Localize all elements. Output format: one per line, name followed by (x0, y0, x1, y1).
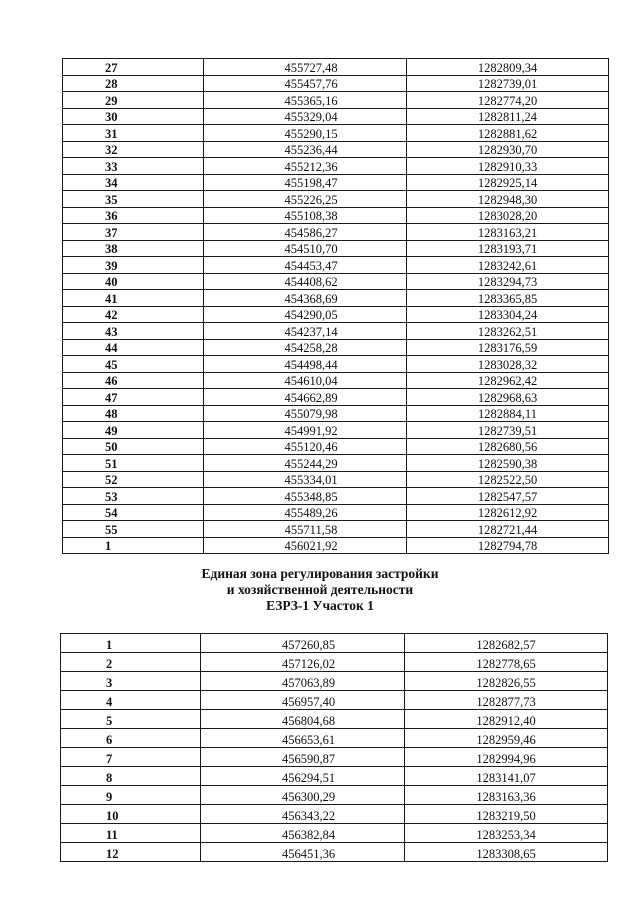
x-coordinate-cell: 454408,62 (204, 273, 407, 290)
x-coordinate-cell: 454662,89 (204, 389, 407, 406)
x-coordinate-cell: 456804,68 (201, 710, 405, 729)
table-row (61, 767, 608, 786)
table-row (63, 537, 609, 554)
point-number-cell: 41 (63, 290, 204, 307)
table-row (61, 824, 608, 843)
x-coordinate-cell: 456294,51 (201, 767, 405, 786)
x-coordinate-cell: 456382,84 (201, 824, 405, 843)
point-number-cell: 49 (63, 422, 204, 439)
y-coordinate-cell: 1282925,14 (407, 174, 609, 191)
point-number-cell: 40 (63, 273, 204, 290)
table-row (63, 504, 609, 521)
y-coordinate-cell: 1282680,56 (407, 438, 609, 455)
y-coordinate-cell: 1282962,42 (407, 372, 609, 389)
point-number-cell: 43 (63, 323, 204, 340)
x-coordinate-cell: 455079,98 (204, 405, 407, 422)
point-number-cell: 39 (63, 257, 204, 274)
table-row (61, 805, 608, 824)
x-coordinate-cell: 454290,05 (204, 306, 407, 323)
table-row (61, 748, 608, 767)
y-coordinate-cell: 1283365,85 (407, 290, 609, 307)
point-number-cell: 35 (63, 191, 204, 208)
point-number-cell: 45 (63, 356, 204, 373)
table-row (63, 207, 609, 224)
point-number-cell: 51 (63, 455, 204, 472)
y-coordinate-cell: 1282994,96 (405, 748, 608, 767)
point-number-cell: 48 (63, 405, 204, 422)
y-coordinate-cell: 1282739,01 (407, 75, 609, 92)
point-number-cell: 4 (61, 691, 201, 710)
table-row (63, 257, 609, 274)
y-coordinate-cell: 1282547,57 (407, 488, 609, 505)
table-row (63, 521, 609, 538)
y-coordinate-cell: 1283193,71 (407, 240, 609, 257)
y-coordinate-cell: 1282774,20 (407, 92, 609, 109)
y-coordinate-cell: 1282826,55 (405, 672, 608, 691)
point-number-cell: 29 (63, 92, 204, 109)
x-coordinate-cell: 454368,69 (204, 290, 407, 307)
table-row (63, 488, 609, 505)
x-coordinate-cell: 455236,44 (204, 141, 407, 158)
point-number-cell: 37 (63, 224, 204, 241)
ezrz-1-coordinates-table-body (61, 634, 608, 862)
y-coordinate-cell: 1282930,70 (407, 141, 609, 158)
table-row (63, 389, 609, 406)
x-coordinate-cell: 456451,36 (201, 843, 405, 862)
y-coordinate-cell: 1283294,73 (407, 273, 609, 290)
x-coordinate-cell: 455198,47 (204, 174, 407, 191)
table-row (63, 141, 609, 158)
point-number-cell: 33 (63, 158, 204, 175)
x-coordinate-cell: 455348,85 (204, 488, 407, 505)
x-coordinate-cell: 454498,44 (204, 356, 407, 373)
y-coordinate-cell: 1282522,50 (407, 471, 609, 488)
point-number-cell: 50 (63, 438, 204, 455)
table-row (63, 224, 609, 241)
y-coordinate-cell: 1283163,36 (405, 786, 608, 805)
point-number-cell: 55 (63, 521, 204, 538)
table-row (63, 405, 609, 422)
point-number-cell: 53 (63, 488, 204, 505)
x-coordinate-cell: 455212,36 (204, 158, 407, 175)
y-coordinate-cell: 1282968,63 (407, 389, 609, 406)
table-row (63, 455, 609, 472)
y-coordinate-cell: 1282910,33 (407, 158, 609, 175)
y-coordinate-cell: 1283028,20 (407, 207, 609, 224)
x-coordinate-cell: 457260,85 (201, 634, 405, 653)
point-number-cell: 47 (63, 389, 204, 406)
y-coordinate-cell: 1282794,78 (407, 537, 609, 554)
point-number-cell: 38 (63, 240, 204, 257)
x-coordinate-cell: 456021,92 (204, 537, 407, 554)
y-coordinate-cell: 1282811,24 (407, 108, 609, 125)
table-row (63, 339, 609, 356)
table-row (61, 843, 608, 862)
point-number-cell: 1 (63, 537, 204, 554)
section-heading-line-3: ЕЗРЗ-1 Участок 1 (266, 598, 374, 613)
x-coordinate-cell: 455329,04 (204, 108, 407, 125)
x-coordinate-cell: 456957,40 (201, 691, 405, 710)
x-coordinate-cell: 454991,92 (204, 422, 407, 439)
y-coordinate-cell: 1283141,07 (405, 767, 608, 786)
table-row (63, 108, 609, 125)
table-row (63, 323, 609, 340)
x-coordinate-cell: 456300,29 (201, 786, 405, 805)
table-row (61, 653, 608, 672)
coordinates-table-body (63, 59, 609, 554)
y-coordinate-cell: 1282721,44 (407, 521, 609, 538)
y-coordinate-cell: 1282912,40 (405, 710, 608, 729)
x-coordinate-cell: 456343,22 (201, 805, 405, 824)
table-row (63, 125, 609, 142)
point-number-cell: 7 (61, 748, 201, 767)
point-number-cell: 5 (61, 710, 201, 729)
y-coordinate-cell: 1283176,59 (407, 339, 609, 356)
x-coordinate-cell: 456653,61 (201, 729, 405, 748)
table-row (63, 422, 609, 439)
table-row (63, 471, 609, 488)
table-row (61, 710, 608, 729)
table-row (63, 158, 609, 175)
table-row (61, 634, 608, 653)
y-coordinate-cell: 1282682,57 (405, 634, 608, 653)
point-number-cell: 42 (63, 306, 204, 323)
table-row (61, 729, 608, 748)
table-row (63, 240, 609, 257)
x-coordinate-cell: 455727,48 (204, 59, 407, 76)
y-coordinate-cell: 1282877,73 (405, 691, 608, 710)
x-coordinate-cell: 454610,04 (204, 372, 407, 389)
x-coordinate-cell: 455365,16 (204, 92, 407, 109)
y-coordinate-cell: 1283163,21 (407, 224, 609, 241)
x-coordinate-cell: 455226,25 (204, 191, 407, 208)
point-number-cell: 3 (61, 672, 201, 691)
y-coordinate-cell: 1282590,38 (407, 455, 609, 472)
x-coordinate-cell: 455334,01 (204, 471, 407, 488)
x-coordinate-cell: 454258,28 (204, 339, 407, 356)
y-coordinate-cell: 1283028,32 (407, 356, 609, 373)
point-number-cell: 36 (63, 207, 204, 224)
table-row (63, 92, 609, 109)
point-number-cell: 12 (61, 843, 201, 862)
x-coordinate-cell: 454453,47 (204, 257, 407, 274)
y-coordinate-cell: 1283304,24 (407, 306, 609, 323)
x-coordinate-cell: 455120,46 (204, 438, 407, 455)
table-row (61, 672, 608, 691)
section-heading (150, 566, 490, 614)
x-coordinate-cell: 454586,27 (204, 224, 407, 241)
x-coordinate-cell: 455457,76 (204, 75, 407, 92)
point-number-cell: 46 (63, 372, 204, 389)
x-coordinate-cell: 456590,87 (201, 748, 405, 767)
y-coordinate-cell: 1283242,61 (407, 257, 609, 274)
table-row (63, 290, 609, 307)
x-coordinate-cell: 455489,26 (204, 504, 407, 521)
table-row (61, 786, 608, 805)
y-coordinate-cell: 1283253,34 (405, 824, 608, 843)
section-heading-line-2: и хозяйственной деятельности (226, 582, 414, 597)
point-number-cell: 10 (61, 805, 201, 824)
y-coordinate-cell: 1282884,11 (407, 405, 609, 422)
section-heading-line-1: Единая зона регулирования застройки (201, 566, 439, 581)
y-coordinate-cell: 1283308,65 (405, 843, 608, 862)
x-coordinate-cell: 457126,02 (201, 653, 405, 672)
ezrz-1-plot-1-coordinates-table (60, 633, 608, 862)
point-number-cell: 11 (61, 824, 201, 843)
point-number-cell: 52 (63, 471, 204, 488)
point-number-cell: 9 (61, 786, 201, 805)
x-coordinate-cell: 454237,14 (204, 323, 407, 340)
table-row (63, 273, 609, 290)
table-row (63, 174, 609, 191)
table-row (63, 306, 609, 323)
table-row (63, 438, 609, 455)
point-number-cell: 44 (63, 339, 204, 356)
x-coordinate-cell: 455711,58 (204, 521, 407, 538)
y-coordinate-cell: 1282809,34 (407, 59, 609, 76)
x-coordinate-cell: 455108,38 (204, 207, 407, 224)
y-coordinate-cell: 1282881,62 (407, 125, 609, 142)
table-row (61, 691, 608, 710)
point-number-cell: 34 (63, 174, 204, 191)
point-number-cell: 8 (61, 767, 201, 786)
point-number-cell: 54 (63, 504, 204, 521)
y-coordinate-cell: 1283262,51 (407, 323, 609, 340)
point-number-cell: 32 (63, 141, 204, 158)
point-number-cell: 30 (63, 108, 204, 125)
table-row (63, 59, 609, 76)
coordinates-table-continued (62, 58, 609, 554)
y-coordinate-cell: 1282739,51 (407, 422, 609, 439)
point-number-cell: 1 (61, 634, 201, 653)
y-coordinate-cell: 1282612,92 (407, 504, 609, 521)
table-row (63, 356, 609, 373)
point-number-cell: 31 (63, 125, 204, 142)
x-coordinate-cell: 454510,70 (204, 240, 407, 257)
x-coordinate-cell: 457063,89 (201, 672, 405, 691)
point-number-cell: 27 (63, 59, 204, 76)
table-row (63, 191, 609, 208)
y-coordinate-cell: 1283219,50 (405, 805, 608, 824)
y-coordinate-cell: 1282959,46 (405, 729, 608, 748)
point-number-cell: 28 (63, 75, 204, 92)
x-coordinate-cell: 455244,29 (204, 455, 407, 472)
y-coordinate-cell: 1282948,30 (407, 191, 609, 208)
table-row (63, 372, 609, 389)
x-coordinate-cell: 455290,15 (204, 125, 407, 142)
point-number-cell: 2 (61, 653, 201, 672)
point-number-cell: 6 (61, 729, 201, 748)
table-row (63, 75, 609, 92)
y-coordinate-cell: 1282778,65 (405, 653, 608, 672)
